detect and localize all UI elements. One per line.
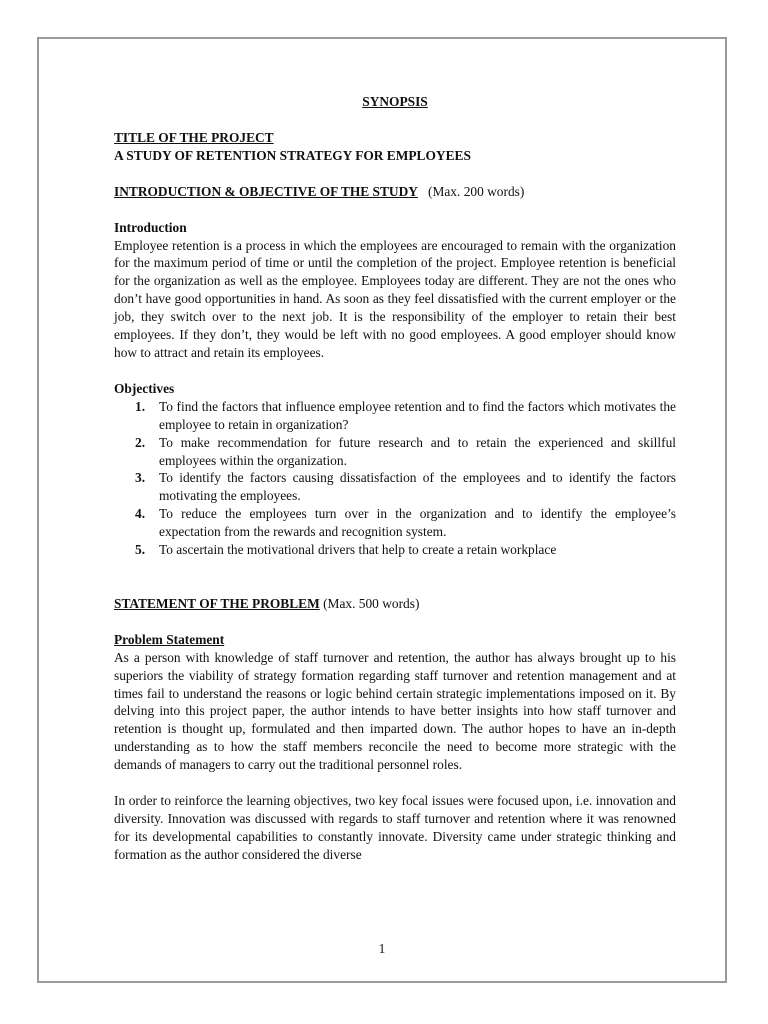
intro-word-limit: (Max. 200 words) xyxy=(428,183,525,199)
problem-word-limit: (Max. 500 words) xyxy=(323,595,420,611)
project-title: A STUDY OF RETENTION STRATEGY FOR EMPLOYEES xyxy=(114,147,471,163)
objective-item xyxy=(114,505,676,541)
objective-number: 5. xyxy=(135,542,146,558)
problem-paragraph-1: As a person with knowledge of staff turnover and retention, the author has always brought up to his superiors the viability of strategy formation regarding staff turnover and retention management and at times fail to understand the reasons or logic behind certain strategic implementations imposed on it. By delving into this project paper, the author intends to have better insights into how staff turnover and retention is thought up, formulated and then imparted down. The author hopes to have an in-depth understanding as to how the staff members reconcile the need to become more strategic with the demands of managers to carry out the traditional personnel roles. xyxy=(114,649,676,773)
introduction-label: Introduction xyxy=(114,219,187,235)
objectives-label: Objectives xyxy=(114,380,175,396)
objective-number: 2. xyxy=(135,434,146,450)
intro-section-heading-line xyxy=(114,183,676,201)
objective-text: To find the factors that influence employee retention and to find the factors which motivates the employee to retain in organization? xyxy=(159,398,676,432)
synopsis-heading: SYNOPSIS xyxy=(362,94,428,109)
objective-number: 3. xyxy=(135,470,146,486)
objectives-list xyxy=(114,398,676,559)
objective-item xyxy=(114,434,676,470)
intro-section-heading: INTRODUCTION & OBJECTIVE OF THE STUDY xyxy=(114,183,418,199)
objective-text: To identify the factors causing dissatisfaction of the employees and to identify the factors motivating the employees. xyxy=(159,470,676,504)
document-page xyxy=(37,37,727,983)
objective-text: To reduce the employees turn over in the organization and to identify the employee’s expectation from the rewards and recognition system. xyxy=(159,506,676,540)
introduction-paragraph: Employee retention is a process in which the employees are encouraged to remain with the organization for the maximum period of time or until the completion of the project. Employee retention is beneficial for the organization as well as the employee. Employees today are different. They are not the ones who don’t have good opportunities in hand. As soon as they feel dissatisfied with the current employer or the job, they switch over to the next job. It is the responsibility of the employer to retain their best employees. If they don’t, they would be left with no good employees. A good employer should know how to attract and retain its employees. xyxy=(114,237,676,360)
problem-section-heading: STATEMENT OF THE PROBLEM xyxy=(114,595,320,611)
project-title-label: TITLE OF THE PROJECT xyxy=(114,129,274,145)
problem-section-heading-line xyxy=(114,595,676,613)
page-content xyxy=(114,93,676,864)
problem-statement-label: Problem Statement xyxy=(114,631,225,647)
objective-item xyxy=(114,398,676,434)
objective-number: 1. xyxy=(135,398,146,414)
objective-text: To make recommendation for future research and to retain the experienced and skillful employees within the organization. xyxy=(159,434,676,468)
objective-item xyxy=(114,469,676,505)
page-number: 1 xyxy=(378,941,386,956)
objective-number: 4. xyxy=(135,506,146,522)
objective-item xyxy=(114,541,676,559)
objective-text: To ascertain the motivational drivers that help to create a retain workplace xyxy=(159,542,557,558)
problem-paragraph-2: In order to reinforce the learning objectives, two key focal issues were focused upon, i.e. innovation and diversity. Innovation was discussed with regards to staff turnover and retention where it was renowned for its developmental capabilities to constantly innovate. Diversity came under strategic thinking and formation as the author considered the diverse xyxy=(114,793,676,862)
